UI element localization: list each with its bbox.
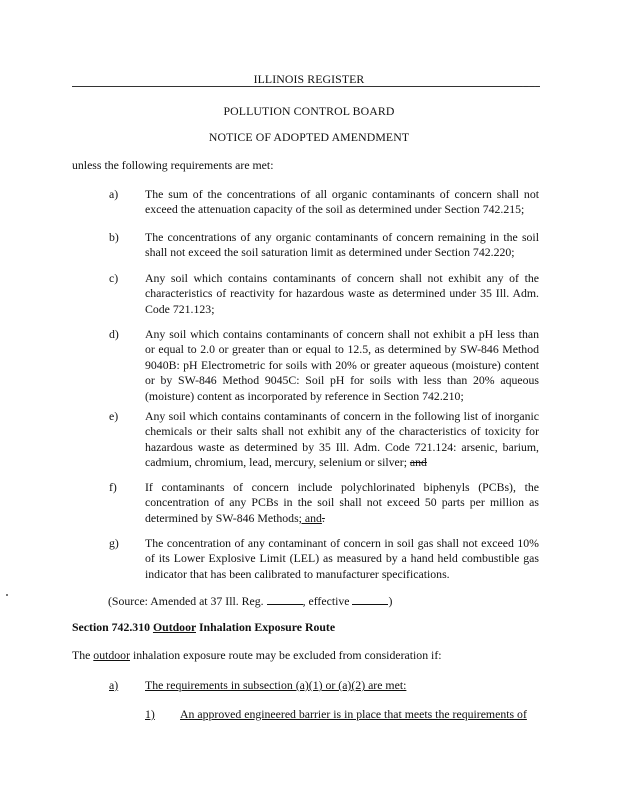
item-label: a) xyxy=(109,187,119,201)
item-text: Any soil which contains contaminants of concern shall not exhibit a pH less than or equal to 2.0 or greater than or equal to 12.5, as determined by SW-846 Method 9040B: pH Electrometric for soils with 20% or greater aqueous (moisture) content or by SW-846 Method 9045C: Soil pH for soils with less than 20% aqueous (moisture) content as incorporated by reference in Section 742.210; xyxy=(145,327,539,403)
section-heading: Section 742.310 Outdoor Inhalation Exposure Route xyxy=(72,620,336,634)
notice-title: NOTICE OF ADOPTED AMENDMENT xyxy=(208,130,410,144)
subsection-1-label: 1) xyxy=(145,707,155,721)
subsection-a-text: The requirements in subsection (a)(1) or (a)(2) are met: xyxy=(145,678,407,692)
item-label: d) xyxy=(109,327,119,341)
item-text: The concentrations of any organic contaminants of concern remaining in the soil shall not exceed the soil saturation limit as determined under Section 742.220; xyxy=(145,230,539,260)
struck-text: and xyxy=(409,455,427,470)
register-title: ILLINOIS REGISTER xyxy=(253,72,365,86)
item-label: b) xyxy=(109,230,119,244)
added-text: outdoor xyxy=(93,648,130,662)
item-label: g) xyxy=(109,536,119,550)
item-label: e) xyxy=(109,409,119,423)
item-label: f) xyxy=(109,480,117,494)
header-rule xyxy=(72,86,540,87)
route-paragraph: The outdoor inhalation exposure route may be excluded from consideration if: xyxy=(72,648,442,662)
intro-text: unless the following requirements are met: xyxy=(72,158,274,172)
source-note: (Source: Amended at 37 Ill. Reg. , effective ) xyxy=(108,594,393,608)
margin-mark xyxy=(6,594,8,596)
blank-line xyxy=(267,594,303,605)
item-text: Any soil which contains contaminants of concern in the following list of inorganic chemicals or their salts shall not exhibit any of the characteristics of toxicity for hazardous waste as determined by 35 Ill. Adm. Code 721.124: arsenic, barium, cadmium, chromium, lead, mercury, selenium or silver; and xyxy=(145,409,539,470)
added-text: ; and xyxy=(298,510,322,525)
header-dots: . . . xyxy=(522,80,537,89)
blank-line xyxy=(352,594,388,605)
item-label: c) xyxy=(109,271,119,285)
board-title: POLLUTION CONTROL BOARD xyxy=(223,104,395,118)
added-text: Outdoor xyxy=(152,620,196,634)
item-text: The concentration of any contaminant of concern in soil gas shall not exceed 10% of its Lower Explosive Limit (LEL) as measured by a hand held combustible gas indicator that has been calibrated to manufacturer specifications. xyxy=(145,536,539,581)
item-text: Any soil which contains contaminants of concern shall not exhibit any of the characteristics of reactivity for hazardous waste as determined under 35 Ill. Adm. Code 721.123; xyxy=(145,271,539,316)
item-text: The sum of the concentrations of all organic contaminants of concern shall not exceed the attenuation capacity of the soil as determined under Section 742.215; xyxy=(145,187,539,217)
item-text: If contaminants of concern include polychlorinated biphenyls (PCBs), the concentration of any PCBs in the soil shall not exceed 50 parts per million as determined by SW-846 Methods; and. xyxy=(145,480,539,525)
subsection-a-label: a) xyxy=(109,678,119,692)
struck-text: . xyxy=(321,510,325,525)
subsection-1-text: An approved engineered barrier is in place that meets the requirements of xyxy=(180,707,527,721)
